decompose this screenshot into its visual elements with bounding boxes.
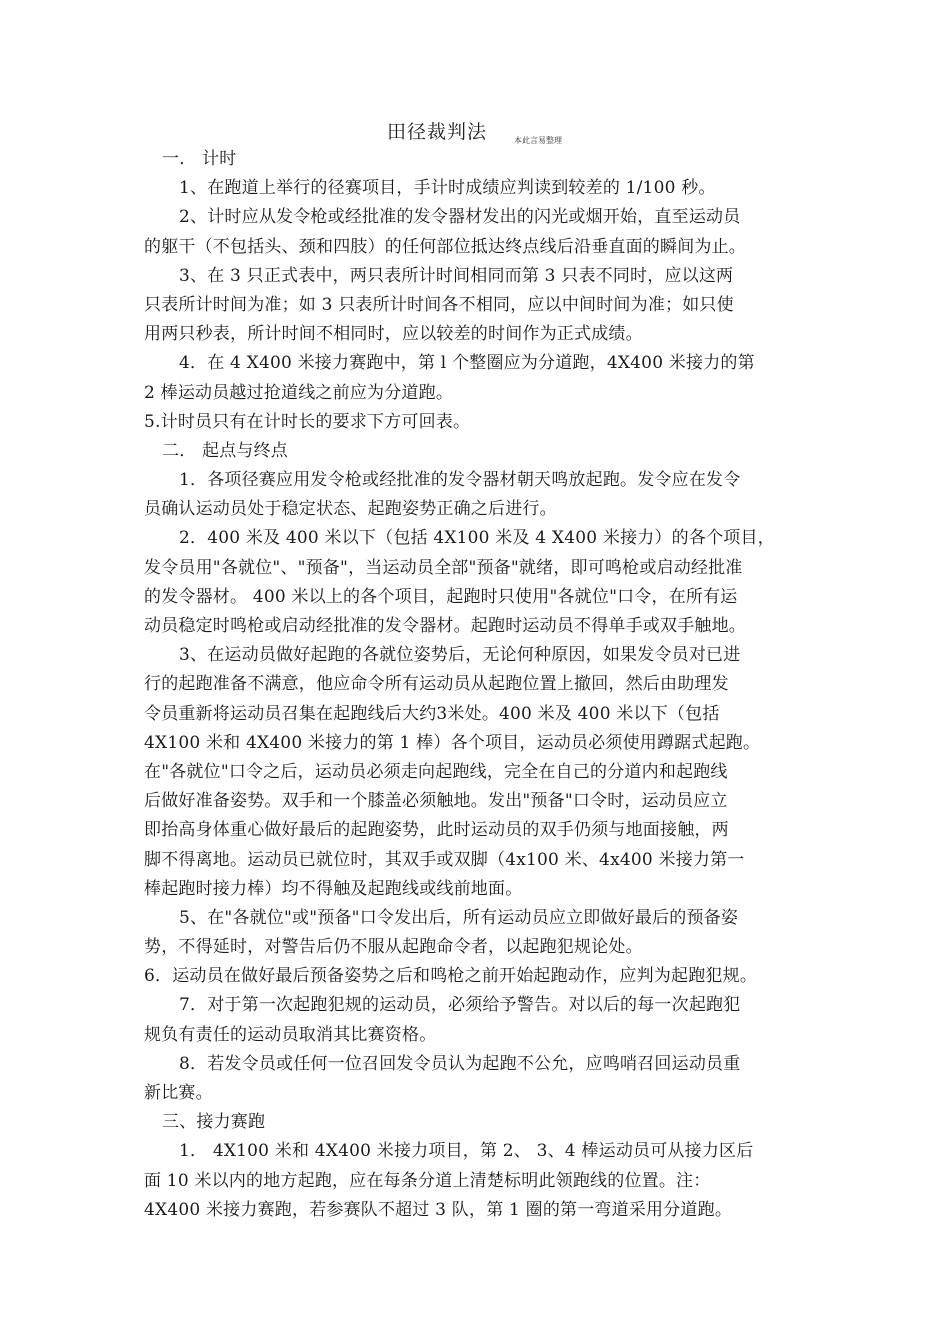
text-line: 动员稳定时鸣枪或启动经批准的发令器材。起跑时运动员不得单手或双手触地。 xyxy=(144,616,746,636)
text-line: 5.计时员只有在计时长的要求下方可回表。 xyxy=(144,411,471,432)
text-line: 4．在 4 X400 米接力赛跑中，第 l 个整圈应为分道跑，4X400 米接力的第 xyxy=(179,353,755,374)
text-line: 脚不得离地。运动员已就位时，其双手或双脚（4x100 米、4x400 米接力第一 xyxy=(144,849,745,870)
title-row xyxy=(387,117,562,145)
text-line: 面 10 米以内的地方起跑，应在每条分道上清楚标明此领跑线的位置。注： xyxy=(144,1170,711,1191)
document-title: 田径裁判法 xyxy=(387,121,488,143)
text-line: 后做好准备姿势。双手和一个膝盖必须触地。发出"预备"口令时，运动员应立 xyxy=(144,791,728,812)
text-line: 的发令器材。 400 米以上的各个项目，起跑时只使用"各就位"口令，在所有运 xyxy=(144,586,738,607)
document-body xyxy=(144,145,824,1225)
text-line: 1、在跑道上举行的径赛项目，手计时成绩应判读到较差的 1/100 秒。 xyxy=(179,178,716,199)
text-line: 即抬高身体重心做好最后的起跑姿势，此时运动员的双手仍须与地面接触，两 xyxy=(144,820,729,841)
text-line: 在"各就位"口令之后，运动员必须走向起跑线，完全在自己的分道内和起跑线 xyxy=(144,761,728,782)
text-line: 5、在"各就位"或"预备"口令发出后，所有运动员应立即做好最后的预备姿 xyxy=(179,907,739,928)
document-note: 本此言易整理 xyxy=(514,136,562,145)
text-line: 棒起跑时接力棒）均不得触及起跑线或线前地面。 xyxy=(144,878,523,899)
text-line: 员确认运动员处于稳定状态、起跑姿势正确之后进行。 xyxy=(144,499,557,520)
text-line: 3、在 3 只正式表中，两只表所计时间相同而第 3 只表不同时，应以这两 xyxy=(179,265,734,286)
text-line: 二． 起点与终点 xyxy=(162,440,289,461)
text-line: 2、计时应从发令枪或经批准的发令器材发出的闪光或烟开始，直至运动员 xyxy=(179,207,741,228)
text-line: 6．运动员在做好最后预备姿势之后和鸣枪之前开始起跑动作，应判为起跑犯规。 xyxy=(144,966,758,987)
text-line: 1．各项径赛应用发令枪或经批准的发令器材朝天鸣放起跑。发令应在发令 xyxy=(179,470,741,491)
text-line: 规负有责任的运动员取消其比赛资格。 xyxy=(144,1024,437,1045)
text-line: 用两只秒表，所计时间不相同时，应以较差的时间作为正式成绩。 xyxy=(144,324,643,345)
text-line: 行的起跑准备不满意，他应命令所有运动员从起跑位置上撤回，然后由助理发 xyxy=(144,674,729,695)
text-line: 4X100 米和 4X400 米接力的第 1 棒）各个项目，运动员必须使用蹲踞式起跑。 xyxy=(144,732,761,753)
text-line: 2．400 米及 400 米以下（包括 4X100 米及 4 X400 米接力）的各个项目， xyxy=(179,528,775,549)
text-line: 的躯干（不包括头、颈和四肢）的任何部位抵达终点线后沿垂直面的瞬间为止。 xyxy=(144,236,746,257)
text-line: 发令员用"各就位"、"预备"，当运动员全部"预备"就绪，即可鸣枪或启动经批准 xyxy=(144,557,743,578)
text-line: 1． 4X100 米和 4X400 米接力项目，第 2、 3、4 棒运动员可从接力区后 xyxy=(179,1141,754,1162)
text-line: 2 棒运动员越过抢道线之前应为分道跑。 xyxy=(144,382,454,403)
text-line: 4X400 米接力赛跑，若参赛队不超过 3 队，第 1 圈的第一弯道采用分道跑。 xyxy=(144,1199,733,1220)
text-line: 7．对于第一次起跑犯规的运动员，必须给予警告。对以后的每一次起跑犯 xyxy=(179,995,741,1016)
text-line: 三、接力赛跑 xyxy=(162,1112,266,1133)
text-line: 一． 计时 xyxy=(162,149,237,169)
text-line: 势，不得延时，对警告后仍不服从起跑命令者，以起跑犯规论处。 xyxy=(144,937,643,958)
text-line: 新比赛。 xyxy=(144,1083,213,1103)
text-line: 令员重新将运动员召集在起跑线后大约3米处。400 米及 400 米以下（包括 xyxy=(144,703,720,724)
text-line: 只表所计时间为准；如 3 只表所计时间各不相同，应以中间时间为准；如只使 xyxy=(144,294,734,315)
text-line: 8．若发令员或任何一位召回发令员认为起跑不公允，应鸣哨召回运动员重 xyxy=(179,1053,741,1074)
text-line: 3、在运动员做好起跑的各就位姿势后，无论何种原因，如果发令员对已进 xyxy=(179,645,741,666)
